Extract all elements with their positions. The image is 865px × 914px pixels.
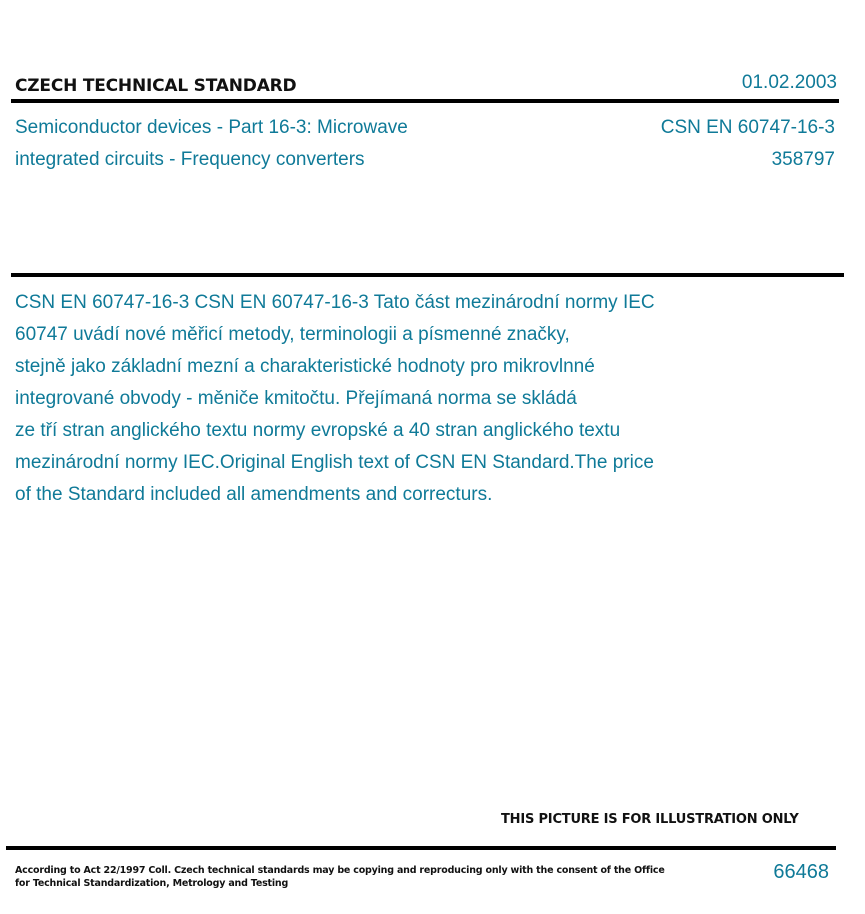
publication-date: 01.02.2003 [741, 72, 837, 93]
standard-code: CSN EN 60747-16-3 [660, 117, 835, 138]
abstract-line: of the Standard included all amendments and correcturs. [15, 484, 493, 505]
abstract-line: integrované obvody - měniče kmitočtu. Přejímaná norma se skládá [15, 388, 577, 409]
abstract-text [15, 287, 805, 511]
abstract-line: mezinárodní normy IEC.Original English text of CSN EN Standard.The price [15, 452, 654, 473]
abstract-line: stejně jako základní mezní a charakteristické hodnoty pro mikrovlnné [15, 356, 595, 377]
title-divider [11, 273, 844, 277]
header-divider [11, 99, 839, 103]
standard-title-line-1: Semiconductor devices - Part 16-3: Microwave [15, 117, 408, 138]
footer-divider [6, 846, 836, 850]
copyright-line-2: for Technical Standardization, Metrology and Testing [15, 878, 289, 889]
copyright-notice [15, 864, 665, 890]
abstract-line: 60747 uvádí nové měřicí metody, terminologii a písmenné značky, [15, 324, 570, 345]
document-number: 66468 [773, 861, 829, 883]
document-type-label: CZECH TECHNICAL STANDARD [15, 76, 297, 96]
abstract-line: ze tří stran anglického textu normy evropské a 40 stran anglického textu [15, 420, 621, 441]
standard-title-line-2: integrated circuits - Frequency converters [15, 149, 365, 170]
catalog-number: 358797 [771, 149, 835, 170]
abstract-line: CSN EN 60747-16-3 CSN EN 60747-16-3 Tato část mezinárodní normy IEC [15, 292, 655, 313]
copyright-line-1: According to Act 22/1997 Coll. Czech technical standards may be copying and reproducing only with the consent of the Office [15, 865, 665, 876]
illustration-disclaimer: THIS PICTURE IS FOR ILLUSTRATION ONLY [501, 812, 799, 827]
